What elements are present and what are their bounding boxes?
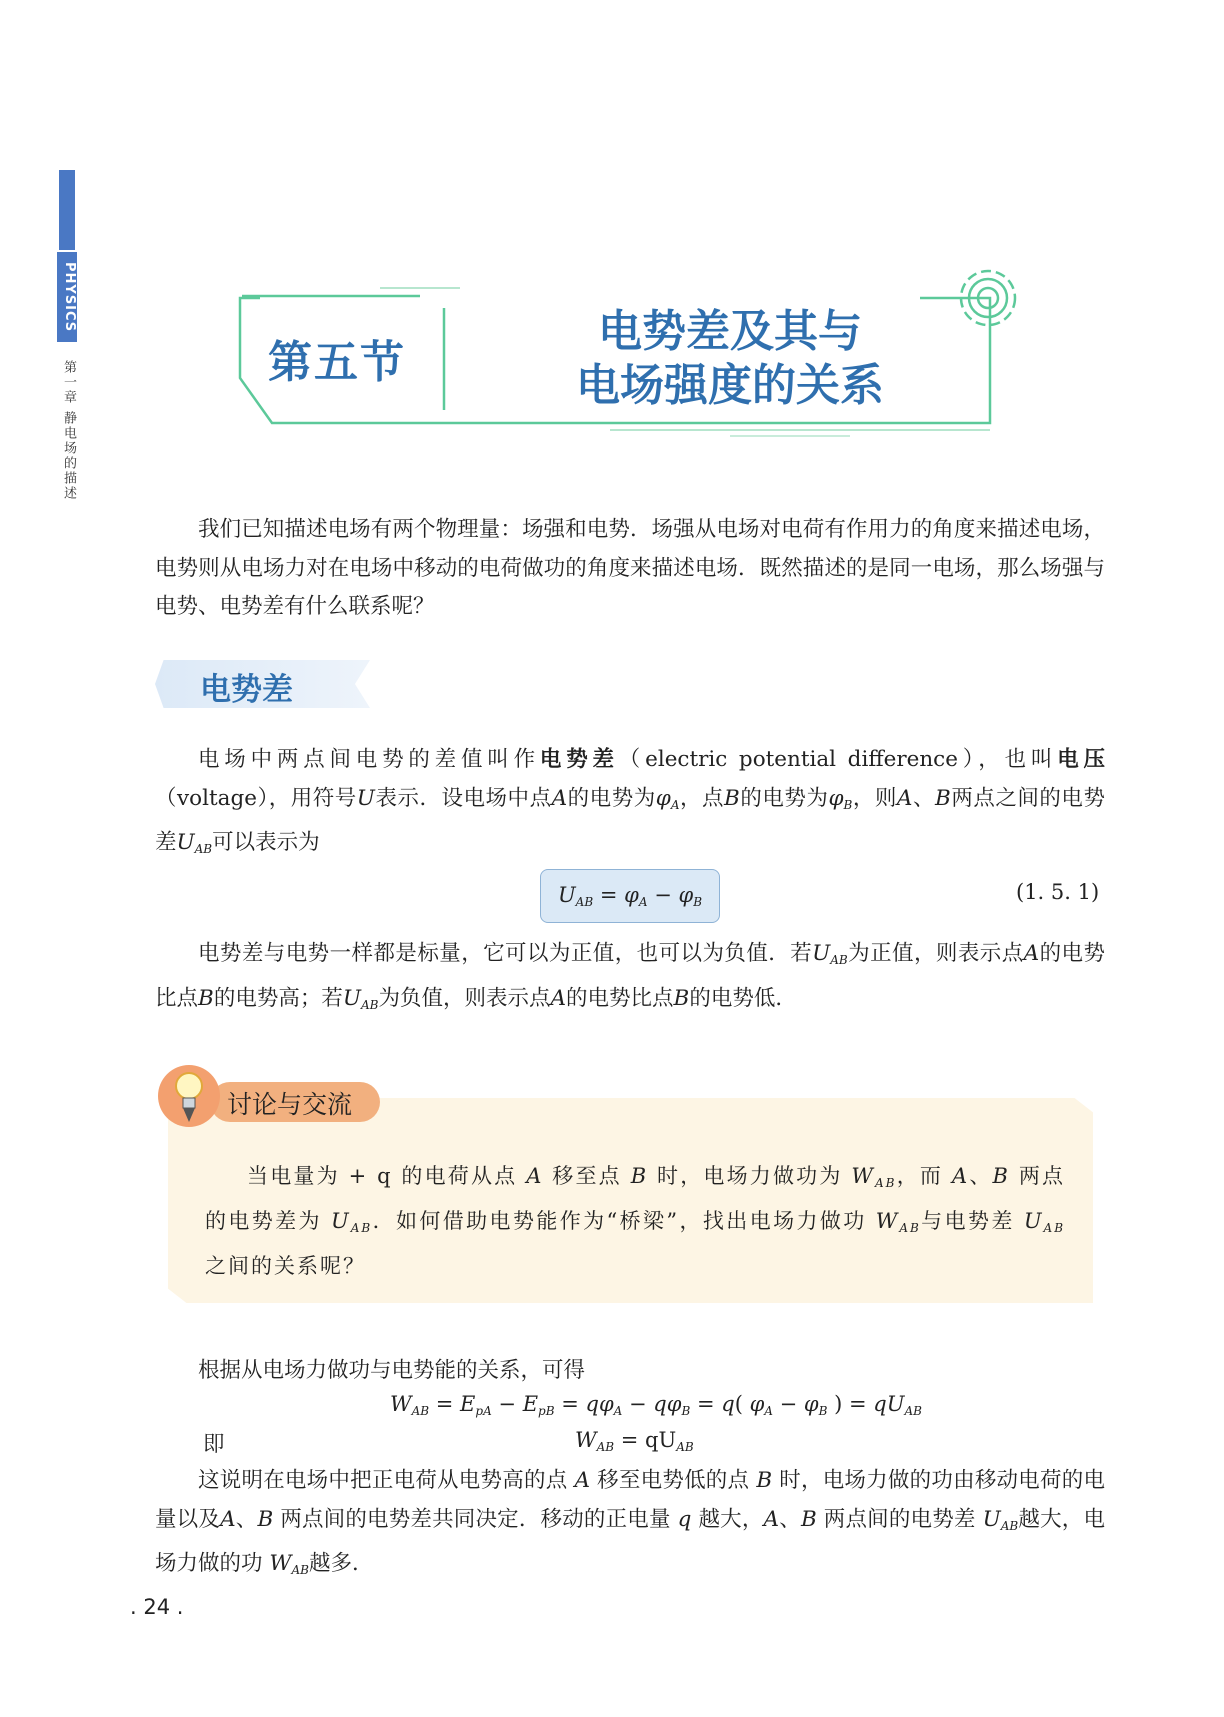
side-physics-label: PHYSICS bbox=[57, 252, 77, 342]
side-tab-bar bbox=[59, 170, 75, 250]
equation-number: (1. 5. 1) bbox=[1016, 880, 1100, 904]
formula-expression: $U_{AB} = \varphi_A - \varphi_B$ bbox=[557, 883, 703, 909]
definition-paragraph: 电场中两点间电势的差值叫作电势差（electric potential difference），也叫电压（voltage），用符号U表示．设电场中点A的电势为$\varphi_A$，点B的电势为$\varphi_B$，则A、B两点之间的电势差$U_{AB}$可以表示为 bbox=[155, 747, 1105, 856]
derivation-lead: 根据从电场力做功与电势能的关系，可得 bbox=[198, 1358, 586, 1383]
intro-paragraph: 我们已知描述电场有两个物理量：场强和电势．场强从电场对电荷有作用力的角度来描述电场，电势则从电场力对在电场中移动的电荷做功的角度来描述电场．既然描述的是同一电场，那么场强与电势、电势差有什么联系呢？ bbox=[155, 517, 1105, 619]
scalar-paragraph: 电势差与电势一样都是标量，它可以为正值，也可以为负值．若$U_{AB}$为正值，则表示点A的电势比点B的电势高；若$U_{AB}$为负值，则表示点A的电势比点B的电势低． bbox=[155, 941, 1105, 1012]
section-title-line1: 电势差及其与 bbox=[598, 306, 862, 357]
derivation-result: $W_{AB} = qU_{AB}$ bbox=[575, 1428, 694, 1454]
section-number: 第五节 bbox=[268, 337, 406, 388]
term-potential-difference: 电势差 bbox=[539, 747, 619, 772]
section-heading: 电势差 bbox=[200, 672, 293, 708]
derivation-ji: 即 bbox=[203, 1432, 225, 1457]
term-voltage: 电压 bbox=[1057, 747, 1105, 772]
section-title-line2: 电场强度的关系 bbox=[576, 360, 884, 411]
page-number: . 24 . bbox=[130, 1595, 184, 1619]
section-title bbox=[530, 305, 930, 413]
conclusion-paragraph: 这说明在电场中把正电荷从电势高的点 A 移至电势低的点 B 时，电场力做的功由移动电荷的电量以及A、B 两点间的电势差共同决定．移动的正电量 q 越大，A、B 两点间的电势差 $U_{AB}$越大，电场力做的功 $W_{AB}$越多． bbox=[155, 1468, 1105, 1577]
discussion-label: 讨论与交流 bbox=[227, 1090, 353, 1119]
formula-box bbox=[540, 869, 720, 923]
derivation-equation: $W_{AB} = E_{pA} - E_{pB} = q\varphi_A - q\varphi_B = q$( $\varphi_A - \varphi_B$ ) = $qU_{AB}$ bbox=[390, 1392, 922, 1418]
side-chapter-label: 第一章 静电场的描述 bbox=[61, 360, 76, 502]
lightbulb-icon bbox=[172, 1068, 206, 1124]
discussion-text: 当电量为 + q 的电荷从点 A 移至点 B 时，电场力做功为 $W_{AB}$，而 A、B 两点的电势差为 $U_{AB}$．如何借助电势能作为“桥梁”，找出电场力做功 $W_{AB}$与电势差 $U_{AB}$ 之间的关系呢？ bbox=[205, 1164, 1066, 1278]
